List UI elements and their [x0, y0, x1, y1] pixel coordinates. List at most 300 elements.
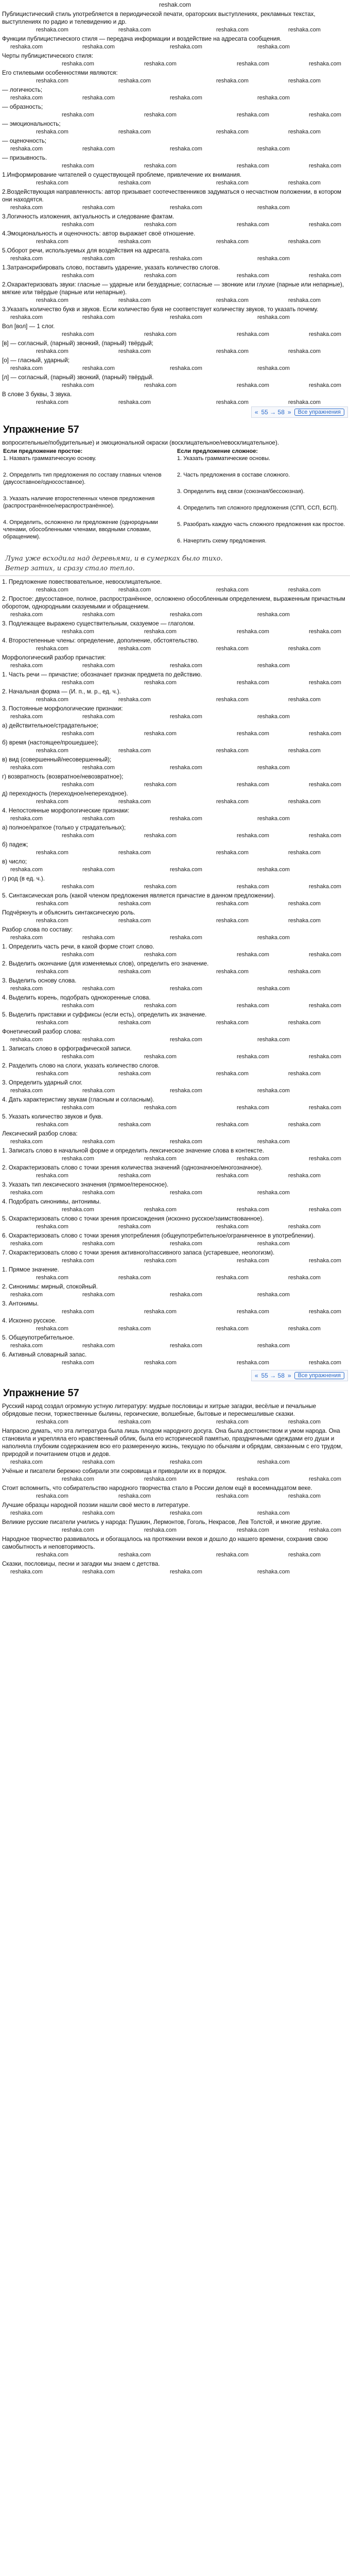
watermark-text: reshaka.com	[309, 629, 341, 635]
text-paragraph: 4. Исконно русское.	[2, 1317, 57, 1324]
watermark-text: reshaka.com	[10, 1139, 43, 1145]
watermark-text: reshaka.com	[82, 714, 115, 720]
watermark-text: reshaka.com	[36, 799, 68, 805]
watermark-text: reshaka.com	[237, 1309, 269, 1315]
watermark-text: reshaka.com	[309, 61, 341, 67]
watermark-text: reshaka.com	[216, 1173, 249, 1179]
text-paragraph: Великие русские писатели учились у народа: Пушкин, Лермонтов, Гоголь, Некрасов, Лев Толстой, и многие другие.	[2, 1519, 322, 1526]
watermark-text: reshaka.com	[82, 1292, 115, 1298]
watermark-text: reshaka.com	[62, 1360, 94, 1366]
watermark-text: reshaka.com	[82, 1510, 115, 1516]
watermark-text: reshaka.com	[216, 27, 249, 33]
watermark-text: reshaka.com	[309, 1309, 341, 1315]
watermark-text: reshaka.com	[36, 1419, 68, 1425]
text-paragraph: в) число;	[2, 858, 27, 865]
watermark-text: reshaka.com	[82, 986, 115, 992]
watermark-text: reshaka.com	[257, 1459, 290, 1465]
pager-text-bottom[interactable]: 55 → 58	[261, 1372, 285, 1379]
text-paragraph: Разбор слова по составу:	[2, 926, 73, 933]
text-paragraph: 2. Простое: двусоставное, полное, распространённое, осложнено обособленным определением, выраженным причастным оборотом, однородными сказуемыми и обращением.	[2, 596, 345, 610]
watermark-text: reshaka.com	[144, 884, 177, 890]
watermark-text: reshaka.com	[118, 1552, 151, 1558]
watermark-row	[0, 629, 350, 636]
text-paragraph: Русский народ создал огромную устную литературу: мудрые пословицы и хитрые загадки, весёлые и печальные обрядовые песни, торжественные былины, героические, волшебные, бытовые и пересмешливые сказки.	[2, 1403, 317, 1417]
watermark-text: reshaka.com	[36, 399, 68, 405]
table-col-simple	[3, 448, 173, 554]
text-paragraph: В слове 3 буквы, 3 звука.	[2, 391, 72, 398]
watermark-row	[0, 714, 350, 721]
watermark-text: reshaka.com	[82, 146, 115, 152]
prev-button[interactable]: «	[254, 409, 258, 416]
watermark-text: reshaka.com	[309, 833, 341, 839]
watermark-text: reshaka.com	[257, 95, 290, 101]
watermark-text: reshaka.com	[257, 714, 290, 720]
watermark-text: reshaka.com	[144, 1105, 177, 1111]
watermark-text: reshaka.com	[144, 952, 177, 958]
handwriting-line: Ветер затих, и сразу стало тепло.	[5, 565, 135, 572]
watermark-text: reshaka.com	[36, 1326, 68, 1332]
watermark-text: reshaka.com	[10, 1190, 43, 1196]
watermark-text: reshaka.com	[82, 1190, 115, 1196]
col-head-complex: Если предложение сложное:	[177, 448, 258, 454]
col-head-simple: Если предложение простое:	[3, 448, 83, 454]
watermark-row	[0, 1054, 350, 1061]
watermark-row	[0, 1419, 350, 1426]
text-paragraph: 4. Выделить корень, подобрать однокоренные слова.	[2, 994, 151, 1001]
text-paragraph: 5. Общеупотребительное.	[2, 1334, 75, 1341]
watermark-row	[0, 1527, 350, 1534]
watermark-text: reshaka.com	[144, 163, 177, 169]
watermark-text: reshaka.com	[288, 587, 321, 593]
text-paragraph: 3. Антонимы.	[2, 1300, 39, 1307]
text-paragraph: Народное творчество развивалось и обогащалось на протяжении веков и дошло до нашего времени, сохранив свою самобытность и неповторимость.	[2, 1536, 328, 1550]
watermark-text: reshaka.com	[237, 112, 269, 118]
watermark-text: reshaka.com	[118, 850, 151, 856]
watermark-text: reshaka.com	[288, 239, 321, 245]
watermark-text: reshaka.com	[237, 1003, 269, 1009]
watermark-text: reshaka.com	[288, 969, 321, 975]
next-button[interactable]: »	[287, 409, 291, 416]
watermark-row	[0, 112, 350, 119]
text-paragraph: 2. Охарактеризовать слово с точки зрения количества значений (однозначное/многозначное).	[2, 1164, 262, 1171]
watermark-text: reshaka.com	[36, 1122, 68, 1128]
watermark-text: reshaka.com	[62, 1207, 94, 1213]
watermark-text: reshaka.com	[288, 1071, 321, 1077]
watermark-row	[0, 816, 350, 823]
watermark-text: reshaka.com	[144, 833, 177, 839]
watermark-text: reshaka.com	[288, 1493, 321, 1499]
all-exercises-button[interactable]: Все упражнения	[294, 409, 344, 416]
all-exercises-button-bottom[interactable]: Все упражнения	[294, 1372, 344, 1379]
watermark-row	[0, 27, 350, 34]
text-paragraph: — образность;	[2, 104, 43, 110]
watermark-text: reshaka.com	[118, 969, 151, 975]
watermark-text: reshaka.com	[257, 1569, 290, 1575]
watermark-text: reshaka.com	[288, 27, 321, 33]
watermark-text: reshaka.com	[62, 382, 94, 388]
watermark-text: reshaka.com	[216, 748, 249, 754]
text-paragraph: 2.Воздействующая направленность: автор призывает соотечественников задуматься о несчастном положении, в котором они находятся.	[2, 189, 341, 203]
text-paragraph: 3. Выделить основу слова.	[2, 977, 77, 984]
text-paragraph: 7. Охарактеризовать слово с точки зрения активного/пассивного запаса (устаревшее, неологизм).	[2, 1249, 275, 1256]
watermark-text: reshaka.com	[36, 1020, 68, 1026]
watermark-text: reshaka.com	[144, 382, 177, 388]
watermark-text: reshaka.com	[237, 222, 269, 228]
text-paragraph: [л] — согласный, (парный) звонкий, (парный) твёрдый.	[2, 374, 154, 381]
text-paragraph: б) падеж;	[2, 841, 28, 848]
watermark-text: reshaka.com	[170, 714, 202, 720]
watermark-row	[0, 1459, 350, 1466]
watermark-text: reshaka.com	[144, 1309, 177, 1315]
watermark-text: reshaka.com	[257, 765, 290, 771]
watermark-text: reshaka.com	[36, 1493, 68, 1499]
watermark-text: reshaka.com	[170, 816, 202, 822]
text-paragraph: Лучшие образцы народной поэзии нашли своё место в литературе.	[2, 1502, 190, 1509]
watermark-text: reshaka.com	[170, 1510, 202, 1516]
watermark-text: reshaka.com	[257, 867, 290, 873]
watermark-text: reshaka.com	[170, 986, 202, 992]
watermark-text: reshaka.com	[237, 731, 269, 737]
text-paragraph: Фонетический разбор слова:	[2, 1028, 82, 1035]
watermark-text: reshaka.com	[10, 1343, 43, 1349]
pager-text[interactable]: 55 → 58	[261, 409, 285, 416]
watermark-row	[0, 850, 350, 857]
watermark-text: reshaka.com	[257, 986, 290, 992]
watermark-text: reshaka.com	[288, 697, 321, 703]
watermark-text: reshaka.com	[144, 61, 177, 67]
watermark-row	[0, 1003, 350, 1010]
watermark-text: reshaka.com	[309, 680, 341, 686]
watermark-text: reshaka.com	[118, 1326, 151, 1332]
watermark-row	[0, 399, 350, 406]
watermark-row	[0, 1173, 350, 1180]
watermark-text: reshaka.com	[62, 884, 94, 890]
text-paragraph: Учёные и писатели бережно собирали эти сокровища и приводили их в порядок.	[2, 1468, 227, 1475]
watermark-text: reshaka.com	[257, 1037, 290, 1043]
watermark-row	[0, 1493, 350, 1500]
watermark-text: reshaka.com	[10, 1510, 43, 1516]
watermark-text: reshaka.com	[36, 1275, 68, 1281]
watermark-text: reshaka.com	[62, 952, 94, 958]
watermark-text: reshaka.com	[216, 799, 249, 805]
watermark-text: reshaka.com	[118, 78, 151, 84]
watermark-text: reshaka.com	[216, 587, 249, 593]
text-paragraph: Напрасно думать, что эта литература была лишь плодом народного досуга. Она была достоинством и умом народа. Она становила и укрепляла его нравственный облик, была его исторической памятью, праздничными одеждами его души и наполняла глубоким содержанием всю его размеренную жизнь, текущую по обычаям и обрядам, связанным с его трудом, природой и почитанием отцов и дедов.	[2, 1428, 343, 1458]
watermark-row	[0, 1476, 350, 1483]
watermark-row	[0, 365, 350, 372]
watermark-text: reshaka.com	[170, 1241, 202, 1247]
text-paragraph: Черты публицистического стиля:	[2, 53, 93, 59]
table-col-complex	[177, 448, 347, 554]
watermark-text: reshaka.com	[62, 731, 94, 737]
watermark-text: reshaka.com	[170, 1139, 202, 1145]
watermark-text: reshaka.com	[170, 1190, 202, 1196]
watermark-text: reshaka.com	[118, 239, 151, 245]
watermark-text: reshaka.com	[309, 1105, 341, 1111]
watermark-text: reshaka.com	[170, 205, 202, 211]
divider	[0, 575, 350, 576]
watermark-text: reshaka.com	[237, 782, 269, 788]
watermark-text: reshaka.com	[237, 1105, 269, 1111]
watermark-text: reshaka.com	[10, 867, 43, 873]
watermark-text: reshaka.com	[288, 1326, 321, 1332]
watermark-text: reshaka.com	[237, 1156, 269, 1162]
watermark-text: reshaka.com	[170, 365, 202, 371]
watermark-row	[0, 297, 350, 304]
watermark-text: reshaka.com	[170, 314, 202, 320]
watermark-text: reshaka.com	[118, 297, 151, 303]
watermark-text: reshaka.com	[62, 61, 94, 67]
watermark-text: reshaka.com	[216, 969, 249, 975]
watermark-row	[0, 180, 350, 187]
watermark-row	[0, 314, 350, 321]
text-paragraph: 2. Синонимы: мирный, спокойный.	[2, 1283, 98, 1290]
exercise-57-title: Упражнение 57	[3, 424, 79, 435]
watermark-text: reshaka.com	[216, 1326, 249, 1332]
watermark-text: reshaka.com	[118, 1020, 151, 1026]
watermark-row	[0, 867, 350, 874]
handwriting-line: Луна уже всходила над деревьями, и в сумерках было тихо.	[5, 555, 223, 563]
watermark-row	[0, 748, 350, 755]
text-paragraph: Подчёркнуть и объяснить синтаксическую роль.	[2, 909, 135, 916]
watermark-text: reshaka.com	[10, 44, 43, 50]
table-cell: 3. Указать наличие второстепенных членов предложения (распространённое/нераспространённое).	[3, 496, 155, 509]
watermark-text: reshaka.com	[216, 1552, 249, 1558]
text-paragraph: 4. Подобрать синонимы, антонимы.	[2, 1198, 101, 1205]
text-paragraph: 2. Начальная форма — (И. п., м. р., ед. ч.).	[2, 688, 121, 695]
watermark-text: reshaka.com	[170, 612, 202, 618]
text-paragraph: 3. Определить ударный слог.	[2, 1079, 83, 1086]
watermark-text: reshaka.com	[10, 1459, 43, 1465]
watermark-text: reshaka.com	[237, 680, 269, 686]
watermark-text: reshaka.com	[82, 1241, 115, 1247]
watermark-row	[0, 1207, 350, 1214]
text-paragraph: 2. Разделить слово на слоги, указать количество слогов.	[2, 1062, 160, 1069]
prev-button-bottom[interactable]: «	[254, 1372, 258, 1379]
watermark-row	[0, 1343, 350, 1350]
watermark-text: reshaka.com	[36, 239, 68, 245]
watermark-text: reshaka.com	[10, 95, 43, 101]
watermark-text: reshaka.com	[36, 748, 68, 754]
watermark-text: reshaka.com	[216, 239, 249, 245]
watermark-text: reshaka.com	[144, 1003, 177, 1009]
watermark-text: reshaka.com	[10, 1241, 43, 1247]
watermark-text: reshaka.com	[10, 365, 43, 371]
watermark-text: reshaka.com	[118, 129, 151, 135]
watermark-text: reshaka.com	[309, 163, 341, 169]
watermark-text: reshaka.com	[62, 273, 94, 279]
text-paragraph: 4. Дать характеристику звукам (гласным и согласным).	[2, 1096, 154, 1103]
text-paragraph: 3. Подлежащее выражено существительным, сказуемое — глаголом.	[2, 620, 195, 627]
watermark-text: reshaka.com	[82, 1037, 115, 1043]
watermark-row	[0, 239, 350, 246]
watermark-text: reshaka.com	[36, 180, 68, 186]
text-paragraph: — логичность;	[2, 87, 43, 93]
watermark-text: reshaka.com	[118, 1173, 151, 1179]
watermark-text: reshaka.com	[10, 1569, 43, 1575]
watermark-text: reshaka.com	[257, 146, 290, 152]
watermark-row	[0, 697, 350, 704]
text-paragraph: 5. Синтаксическая роль (какой членом предложения является причастие в данном предложении).	[2, 892, 275, 899]
watermark-text: reshaka.com	[144, 680, 177, 686]
text-paragraph: 1. Прямое значение.	[2, 1266, 59, 1273]
watermark-text: reshaka.com	[216, 1224, 249, 1230]
site-header[interactable]: reshak.com	[159, 1, 191, 8]
text-paragraph: 2. Выделить окончание (для изменяемых слов), определить его значение.	[2, 960, 209, 967]
text-paragraph: 5.Оборот речи, используемых для воздействия на адресата.	[2, 247, 170, 254]
watermark-text: reshaka.com	[216, 1275, 249, 1281]
watermark-text: reshaka.com	[82, 365, 115, 371]
watermark-text: reshaka.com	[82, 1343, 115, 1349]
text-paragraph: 4.Эмоциональность и оценочность: автор выражает своё отношение.	[2, 230, 196, 237]
watermark-text: reshaka.com	[237, 1258, 269, 1264]
text-paragraph: 1. Записать слово в начальной форме и определить лексическое значение слова в контексте.	[2, 1147, 265, 1154]
watermark-text: reshaka.com	[10, 1037, 43, 1043]
watermark-text: reshaka.com	[62, 331, 94, 337]
watermark-text: reshaka.com	[36, 587, 68, 593]
watermark-text: reshaka.com	[288, 850, 321, 856]
next-button-bottom[interactable]: »	[287, 1372, 291, 1379]
watermark-text: reshaka.com	[82, 205, 115, 211]
watermark-text: reshaka.com	[288, 646, 321, 652]
watermark-text: reshaka.com	[10, 935, 43, 941]
text-paragraph: 5. Указать количество звуков и букв.	[2, 1113, 103, 1120]
watermark-row	[0, 1037, 350, 1044]
watermark-text: reshaka.com	[10, 816, 43, 822]
watermark-text: reshaka.com	[82, 612, 115, 618]
watermark-text: reshaka.com	[170, 256, 202, 262]
watermark-row	[0, 129, 350, 136]
watermark-text: reshaka.com	[257, 1510, 290, 1516]
watermark-row	[0, 222, 350, 229]
watermark-text: reshaka.com	[82, 1569, 115, 1575]
watermark-text: reshaka.com	[170, 95, 202, 101]
text-paragraph: Стоит вспомнить, что собирательство народного творчества стало в России делом ещё в восемнадцатом веке.	[2, 1485, 312, 1492]
watermark-text: reshaka.com	[82, 44, 115, 50]
watermark-row	[0, 146, 350, 153]
watermark-text: reshaka.com	[144, 731, 177, 737]
watermark-text: reshaka.com	[288, 918, 321, 924]
table-cell: 4. Определить тип сложного предложения (СПП, ССП, БСП).	[177, 505, 338, 511]
watermark-text: reshaka.com	[288, 348, 321, 354]
watermark-text: reshaka.com	[216, 697, 249, 703]
exercise-intro: вопросительные/побудительные) и эмоциональной окраски (восклицательное/невосклицательное).	[2, 439, 279, 446]
watermark-text: reshaka.com	[62, 1054, 94, 1060]
watermark-text: reshaka.com	[216, 1020, 249, 1026]
watermark-row	[0, 612, 350, 619]
watermark-text: reshaka.com	[257, 1292, 290, 1298]
watermark-text: reshaka.com	[82, 1139, 115, 1145]
text-paragraph: — призывность.	[2, 155, 47, 161]
text-paragraph: 3.Логичность изложения, актуальность и следование фактам.	[2, 213, 174, 220]
watermark-text: reshaka.com	[118, 1275, 151, 1281]
watermark-text: reshaka.com	[309, 782, 341, 788]
watermark-text: reshaka.com	[82, 314, 115, 320]
watermark-row	[0, 163, 350, 170]
watermark-text: reshaka.com	[10, 205, 43, 211]
watermark-row	[0, 646, 350, 653]
text-paragraph: 2.Охарактеризовать звуки: гласные — ударные или безударные; согласные — звонкие или глухие (парные или непарные), мягкие или твёрдые (парные или непарные).	[2, 281, 344, 296]
section-exercise-text	[0, 1402, 350, 1576]
watermark-text: reshaka.com	[144, 1476, 177, 1482]
watermark-row	[0, 884, 350, 891]
watermark-text: reshaka.com	[36, 1173, 68, 1179]
watermark-row	[0, 986, 350, 993]
watermark-text: reshaka.com	[10, 663, 43, 669]
watermark-text: reshaka.com	[10, 146, 43, 152]
watermark-row	[0, 1156, 350, 1163]
watermark-text: reshaka.com	[257, 612, 290, 618]
watermark-row	[0, 256, 350, 263]
watermark-text: reshaka.com	[237, 1054, 269, 1060]
table-cell: 2. Определить тип предложения по составу главных членов (двусоставное/односоставное).	[3, 472, 162, 485]
watermark-text: reshaka.com	[237, 382, 269, 388]
analysis-list	[0, 578, 350, 908]
watermark-text: reshaka.com	[216, 646, 249, 652]
watermark-row	[0, 833, 350, 840]
watermark-text: reshaka.com	[237, 331, 269, 337]
watermark-row	[0, 952, 350, 959]
watermark-text: reshaka.com	[237, 163, 269, 169]
watermark-row	[0, 1241, 350, 1248]
watermark-text: reshaka.com	[36, 78, 68, 84]
watermark-text: reshaka.com	[62, 1476, 94, 1482]
text-paragraph: б) время (настоящее/прошедшее);	[2, 739, 98, 746]
text-paragraph: 6. Активный словарный запас.	[2, 1351, 87, 1358]
watermark-text: reshaka.com	[288, 1122, 321, 1128]
watermark-text: reshaka.com	[36, 1071, 68, 1077]
watermark-text: reshaka.com	[309, 1476, 341, 1482]
watermark-text: reshaka.com	[144, 331, 177, 337]
text-paragraph: а) полное/краткое (только у страдательных);	[2, 824, 126, 831]
text-paragraph: 1.Затранскрибировать слово, поставить ударение, указать количество слогов.	[2, 264, 220, 271]
watermark-text: reshaka.com	[170, 1088, 202, 1094]
watermark-text: reshaka.com	[118, 1224, 151, 1230]
watermark-text: reshaka.com	[144, 112, 177, 118]
watermark-row	[0, 587, 350, 594]
text-paragraph: 3.Указать количество букв и звуков. Если количество букв не соответствует количеству звуков, то указать почему.	[2, 306, 319, 313]
watermark-text: reshaka.com	[216, 1419, 249, 1425]
watermark-text: reshaka.com	[309, 952, 341, 958]
watermark-row	[0, 782, 350, 789]
pager-nav	[251, 406, 348, 418]
text-paragraph: 1. Предложение повествовательное, невосклицательное.	[2, 579, 162, 585]
nav-bar-bottom	[0, 1370, 350, 1382]
watermark-row	[0, 95, 350, 102]
text-paragraph: 5. Выделить приставки и суффиксы (если есть), определить их значение.	[2, 1011, 207, 1018]
watermark-text: reshaka.com	[288, 297, 321, 303]
watermark-text: reshaka.com	[288, 901, 321, 907]
watermark-text: reshaka.com	[237, 1207, 269, 1213]
text-paragraph: Сказки, пословицы, песни и загадки мы знаем с детства.	[2, 1561, 160, 1567]
table-cell: 1. Назвать грамматическую основу.	[3, 455, 97, 462]
watermark-row	[0, 663, 350, 670]
watermark-text: reshaka.com	[170, 765, 202, 771]
analysis-table	[0, 448, 350, 554]
nav-bar-top	[0, 406, 350, 419]
watermark-text: reshaka.com	[62, 112, 94, 118]
watermark-text: reshaka.com	[288, 1275, 321, 1281]
watermark-row	[0, 61, 350, 68]
watermark-text: reshaka.com	[36, 646, 68, 652]
watermark-text: reshaka.com	[82, 935, 115, 941]
watermark-text: reshaka.com	[10, 986, 43, 992]
watermark-text: reshaka.com	[82, 256, 115, 262]
watermark-text: reshaka.com	[216, 918, 249, 924]
watermark-text: reshaka.com	[170, 663, 202, 669]
watermark-text: reshaka.com	[82, 765, 115, 771]
watermark-text: reshaka.com	[257, 44, 290, 50]
